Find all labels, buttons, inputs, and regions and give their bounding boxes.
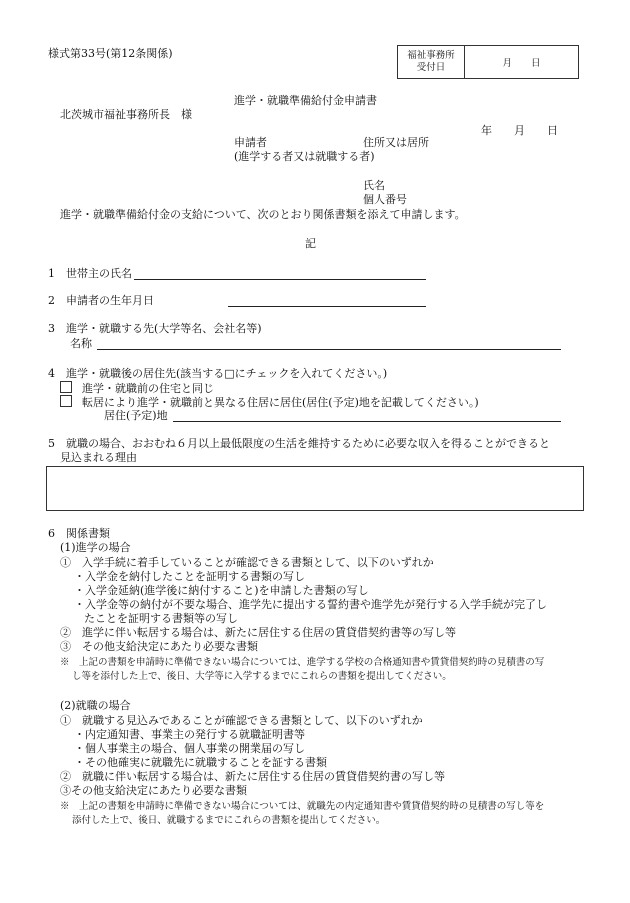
sec1-note1: ※ 上記の書類を申請時に準備できない場合については、進学する学校の合格通知書や賃貸借契約時の見積書の写 [60, 657, 545, 668]
sec1-line5: たことを証明する書類等の写し [84, 612, 238, 625]
residence-option-same[interactable] [60, 381, 214, 396]
applicant-sublabel: (進学する者又は就職する者) [234, 150, 375, 163]
name-label: 氏名 [363, 179, 385, 192]
residence-option-move[interactable] [60, 395, 479, 410]
reason-textbox[interactable] [46, 466, 584, 511]
ki-heading: 記 [305, 237, 316, 250]
sec2-line5: ② 就職に伴い転居する場合は、新たに居住する住居の賃貸借契約書の写し等 [60, 770, 445, 783]
sec2-note1: ※ 上記の書類を申請時に準備できない場合については、就職先の内定通知書や賃貸借契約時の見積書の写し等を [60, 801, 545, 812]
sec1-heading: (1)進学の場合 [60, 541, 131, 554]
intro-text: 進学・就職準備給付金の支給について、次のとおり関係書類を添えて申請します。 [60, 208, 466, 221]
sec2-line4: ・その他確実に就職先に就職することを証する書類 [74, 756, 327, 769]
birthdate-field[interactable] [228, 306, 426, 307]
sec1-note2: し等を添付した上で、後日、大学等に入学するまでにこれらの書類を提出してください。 [72, 671, 452, 682]
sec2-line3: ・個人事業主の場合、個人事業の開業届の写し [74, 742, 305, 755]
form-title: 進学・就職準備給付金申請書 [234, 94, 377, 107]
stamp-label-office: 福祉事務所 [407, 50, 455, 61]
sec2-line1: ① 就職する見込みであることが確認できる書類として、以下のいずれか [60, 714, 423, 727]
stamp-label-received: 受付日 [416, 62, 446, 73]
sec1-line3: ・入学金延納(進学後に納付すること)を申請した書類の写し [74, 584, 369, 597]
option-move-label: 転居により進学・就職前と異なる住居に居住(居住(予定)地を記載してください。) [82, 396, 479, 409]
checkbox-new-residence[interactable] [60, 395, 72, 407]
sec1-line1: ① 入学手続に着手していることが確認できる書類として、以下のいずれか [60, 556, 434, 569]
reception-stamp-box [397, 45, 579, 79]
destination-name-field[interactable] [97, 349, 561, 350]
addressee: 北茨城市福祉事務所長 様 [60, 108, 192, 121]
item5-line2: 見込まれる理由 [60, 451, 137, 464]
application-date[interactable]: 年 月 日 [481, 124, 558, 137]
address-label: 住所又は居所 [363, 136, 429, 149]
applicant-label: 申請者 [234, 136, 267, 149]
checkbox-same-residence[interactable] [60, 381, 72, 393]
item3-label: 3 進学・就職する先(大学等名、会社名等) [48, 322, 262, 335]
sec2-heading: (2)就職の場合 [60, 699, 131, 712]
sec1-line4: ・入学金等の納付が不要な場合、進学先に提出する誓約書や進学先が発行する入学手続が完了し [74, 598, 547, 611]
individual-number-label: 個人番号 [363, 193, 407, 206]
stamp-date: 月 日 [502, 58, 541, 69]
option-same-label: 進学・就職前の住宅と同じ [82, 382, 214, 395]
item6-label: 6 関係書類 [48, 527, 110, 540]
item5-line1: 5 就職の場合、おおむね６月以上最低限度の生活を維持するために必要な収入を得ることができると [48, 437, 550, 450]
planned-residence-field[interactable] [173, 421, 561, 422]
item4-label: 4 進学・就職後の居住先(該当する□にチェックを入れてください。) [48, 367, 388, 380]
sec1-line7: ③ その他支給決定にあたり必要な書類 [60, 640, 258, 653]
form-number: 様式第33号(第12条関係) [48, 47, 173, 60]
sec1-line2: ・入学金を納付したことを証明する書類の写し [74, 570, 305, 583]
planned-residence-label: 居住(予定)地 [104, 409, 168, 422]
householder-name-field[interactable] [134, 279, 426, 280]
item1-label: 1 世帯主の氏名 [48, 267, 132, 280]
destination-name-label: 名称 [70, 337, 92, 350]
sec2-line2: ・内定通知書、事業主の発行する就職証明書等 [74, 728, 305, 741]
sec2-line6: ③その他支給決定にあたり必要な書類 [60, 784, 247, 797]
sec1-line6: ② 進学に伴い転居する場合は、新たに居住する住居の賃貸借契約書等の写し等 [60, 626, 456, 639]
item2-label: 2 申請者の生年月日 [48, 294, 154, 307]
sec2-note2: 添付した上で、後日、就職するまでにこれらの書類を提出してください。 [72, 815, 386, 826]
